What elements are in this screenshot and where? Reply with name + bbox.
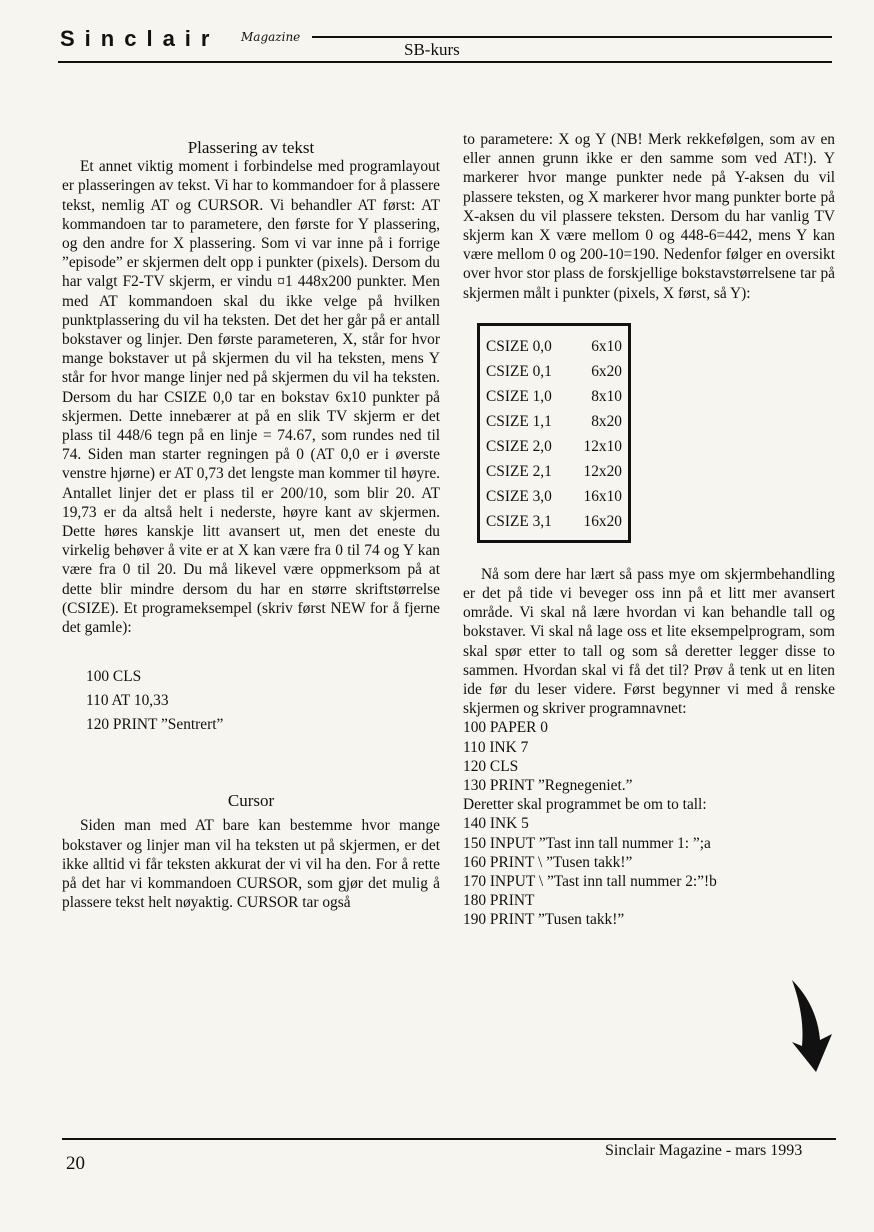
csize-command: CSIZE 1,0 <box>486 387 552 405</box>
csize-table <box>477 323 631 543</box>
section-title: SB-kurs <box>404 40 460 59</box>
csize-dimensions: 6x10 <box>591 337 622 355</box>
code-line: 130 PRINT ”Regnegeniet.” <box>463 777 633 795</box>
code-line: 120 PRINT ”Sentrert” <box>86 716 224 734</box>
code-note: Deretter skal programmet be om to tall: <box>463 796 707 814</box>
code-line: 150 INPUT ”Tast inn tall nummer 1: ”;a <box>463 834 711 852</box>
article-paragraph: Nå som dere har lært så pass mye om skjermbehandling er det på tide vi beveger oss inn på et litt mer avansert område. Vi skal nå lære hvordan vi kan behandle tall og bokstaver. Vi skal nå lage oss et lite eksempelprogram, som skal spør etter to tall og som så deretter legger disse to sammen. Hvordan skal vi få det til? Prøv å tenk ut en liten ide før du leser videre. Først begynner vi med å renske skjermen og skriver programnavnet: <box>463 565 835 718</box>
csize-dimensions: 8x10 <box>591 387 622 405</box>
csize-dimensions: 12x10 <box>583 437 622 455</box>
left-column <box>62 138 440 913</box>
article-paragraph: Et annet viktig moment i forbindelse med programlayout er plasseringen av tekst. Vi har to kommandoer for å plassere tekst, nemlig AT og CURSOR. Vi behandler AT først: AT kommandoen tar to parametere, den første for Y plassering, og den andre for X plassering. Som vi var inne på i forrige ”episode” er skjermen delt opp i punkter (pixels). Dersom du har valgt F2-TV skjerm, er vindu ¤1 448x200 punkter. Men med AT kommandoen skal du ikke velge på hvilken punktplassering du vil ha teksten. Det det her går på er antall bokstaver og linjer. Den første parameteren, X, står for hvor mange bokstaver ut på skjermen du vil ha teksten, mens Y står for hvor mange linjer ned på skjermen du vil ha teksten. Dersom du har CSIZE 0,0 tar en bokstav 6x10 punkter på skjermen. Dette innebærer at på en slik TV skjerm er det plass til 448/6 tegn på en linje = 74.67, som rundes ned til 74. Siden man starter regningen på 0 (AT 0,0 er i øverste venstre hjørne) er AT 0,73 det lengste man kommer til høyre. Antallet linjer det er plass til er 200/10, som blir 20. AT 19,73 er da altså helt i nederste, høyre kant av skjermen. Dette høres kanskje litt avansert ut, men det eneste du virkelig behøver å vite er at X kan være fra 0 til 74 og Y kan være fra 0 til 20. Du må likevel være oppmerksom på at dette blir mindre dersom du har en større skriftstørrelse (CSIZE). Et programeksempel (skriv først NEW for å fjerne det gamle): <box>62 158 440 637</box>
footer-rule <box>62 1138 836 1140</box>
article-paragraph: Siden man med AT bare kan bestemme hvor mange bokstaver og linjer man vil ha teksten ut på skjermen, er det ikke alltid vi får teksten akkurat der vi vil ha den. For å rette på det har vi kommandoen CURSOR, som gjør det mulig å plassere tekst helt nøyaktig. CURSOR tar også <box>62 817 440 912</box>
csize-dimensions: 16x10 <box>583 487 622 505</box>
code-line: 170 INPUT \ ”Tast inn tall nummer 2:”!b <box>463 873 717 891</box>
masthead-subtitle: Magazine <box>241 30 301 44</box>
csize-command: CSIZE 3,1 <box>486 512 552 530</box>
right-column <box>463 130 835 930</box>
table-row <box>486 384 622 409</box>
code-listing <box>62 665 440 737</box>
code-line: 160 PRINT \ ”Tusen takk!” <box>463 853 633 871</box>
code-line: 140 INK 5 <box>463 815 529 833</box>
csize-dimensions: 16x20 <box>583 512 622 530</box>
code-line: 120 CLS <box>463 757 519 775</box>
csize-dimensions: 6x20 <box>591 362 622 380</box>
code-line: 180 PRINT <box>463 892 535 910</box>
subheading-cursor: Cursor <box>227 791 275 811</box>
csize-dimensions: 8x20 <box>591 412 622 430</box>
table-row <box>486 484 622 509</box>
table-row <box>486 459 622 484</box>
code-listing <box>463 814 768 929</box>
code-line: 110 AT 10,33 <box>86 692 169 710</box>
table-row <box>486 409 622 434</box>
table-row <box>486 509 622 534</box>
header-rule-bottom <box>58 61 832 63</box>
csize-command: CSIZE 0,1 <box>486 362 552 380</box>
csize-command: CSIZE 1,1 <box>486 412 552 430</box>
csize-command: CSIZE 2,0 <box>486 437 552 455</box>
article-paragraph: to parametere: X og Y (NB! Merk rekkefølgen, som av en eller annen grunn ikke er den samme som ved AT!). Y markerer hvor mange punkter nede på Y-aksen du vil plassere teksten, og X markerer hvor mang punkter borte på X-aksen du vil plassere teksten. Dersom du har vanlig TV skjerm kan X være mellom 0 og 448-6=442, mens Y kan være mellom 0 og 200-10=190. Nedenfor følger en oversikt over hvor stor plass de forskjellige bokstavstørrelsene tar på skjermen målt i punkter (pixels, X først, så Y): <box>463 131 835 302</box>
masthead-brand: Sinclair <box>60 26 220 51</box>
code-listing <box>463 718 763 795</box>
code-line: 110 INK 7 <box>463 738 529 756</box>
header-rule-top <box>312 36 832 38</box>
csize-command: CSIZE 3,0 <box>486 487 552 505</box>
code-line: 100 PAPER 0 <box>463 719 548 737</box>
table-row <box>486 434 622 459</box>
article-heading: Plassering av tekst <box>187 138 315 157</box>
table-row <box>486 334 622 359</box>
code-line: 100 CLS <box>86 668 142 686</box>
code-line: 190 PRINT ”Tusen takk!” <box>463 911 625 929</box>
table-row <box>486 359 622 384</box>
csize-command: CSIZE 2,1 <box>486 462 552 480</box>
page-number: 20 <box>66 1153 85 1174</box>
csize-dimensions: 12x20 <box>583 462 622 480</box>
publication-line: Sinclair Magazine - mars 1993 <box>605 1142 803 1159</box>
csize-command: CSIZE 0,0 <box>486 337 552 355</box>
curved-arrow-icon <box>786 976 836 1076</box>
